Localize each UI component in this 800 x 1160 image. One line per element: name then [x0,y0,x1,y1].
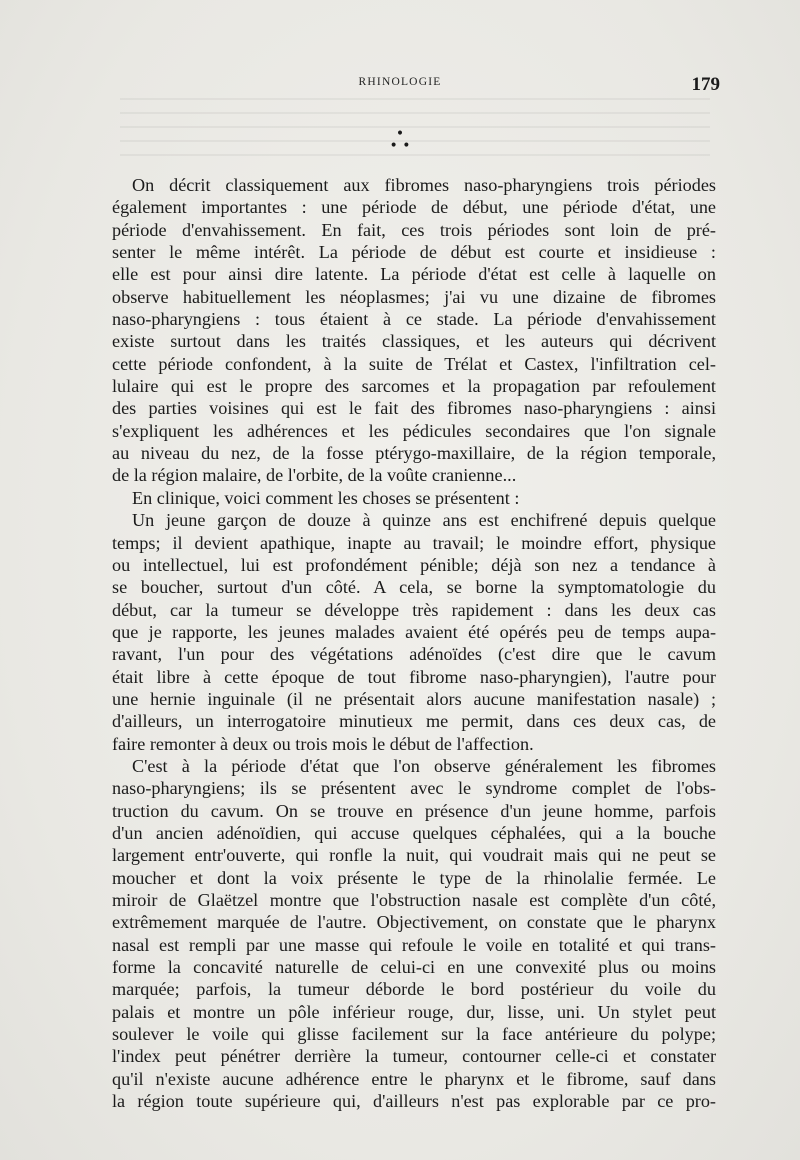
text-line: la région toute supérieure qui, d'ailleurs n'est pas explorable par ce pro- [112,1091,716,1112]
page-header [0,76,800,100]
text-line: période d'envahissement. En fait, ces trois périodes sont loin de pré- [112,219,716,240]
text-line: observe habituellement les néoplasmes; j'ai vu une dizaine de fibromes [112,286,716,307]
text-line: début, car la tumeur se développe très rapidement : dans les deux cas [112,599,716,620]
text-line: l'index peut pénétrer derrière la tumeur, contourner celle-ci et constater [112,1046,716,1067]
text-line: miroir de Glaëtzel montre que l'obstruction nasale est complète d'un côté, [112,890,716,910]
text-line: temps; il devient apathique, inapte au travail; le moindre effort, physique [112,532,716,553]
page-number: 179 [691,74,720,95]
paragraph [112,487,716,509]
text-line: elle est pour ainsi dire latente. La période d'état est celle à laquelle on [112,264,716,285]
text-line: qu'il n'existe aucune adhérence entre le pharynx et le fibrome, sauf dans [112,1068,716,1089]
text-line: Un jeune garçon de douze à quinze ans est enchifrené depuis quelque [132,510,716,531]
text-line: lulaire qui est le propre des sarcomes et la propagation par refoulement [112,376,716,397]
text-line: On décrit classiquement aux fibromes naso-pharyngiens trois périodes [132,175,716,195]
text-line: était libre à cette époque de tout fibrome naso-pharyngien), l'autre pour [112,666,716,687]
body-text [112,174,716,1112]
text-line: au niveau du nez, de la fosse ptérygo-maxillaire, de la région temporale, [112,443,716,464]
text-line: forme la concavité naturelle de celui-ci en une convexité plus ou moins [112,957,716,978]
text-line: d'ailleurs, un interrogatoire minutieux me permit, dans ces deux cas, de [112,711,716,732]
text-line: également importantes : une période de début, une période d'état, une [112,197,716,218]
text-line: existe surtout dans les traités classiques, et les auteurs qui décrivent [112,331,716,352]
section-ornament [0,128,800,152]
text-line: extrêmement marquée de l'autre. Objectivement, on constate que le pharynx [112,912,716,933]
ornament-top: • [395,126,405,142]
text-line: senter le même intérêt. La période de début est courte et insidieuse : [112,242,716,263]
paragraph [112,174,716,487]
text-line: nasal est rempli par une masse qui refoule le voile en totalité et qui trans- [112,934,716,955]
paragraph [112,755,716,1113]
text-line: naso-pharyngiens; ils se présentent avec le syndrome complet de l'obs- [112,778,716,799]
text-line: largement entr'ouverte, qui ronfle la nuit, qui voudrait mais qui ne peut se [112,845,716,866]
text-line: En clinique, voici comment les choses se présentent : [132,487,520,508]
text-line: d'un ancien adénoïdien, qui accuse quelques céphalées, qui a la bouche [112,822,716,843]
text-line: de la région malaire, de l'orbite, de la voûte cranienne... [112,465,517,486]
text-line: des parties voisines qui est le fait des fibromes naso-pharyngiens : ainsi [112,398,716,419]
text-line: ou intellectuel, lui est profondément pénible; déjà son nez a tendance à [112,554,716,575]
text-line: s'expliquent les adhérences et les pédicules secondaires que l'on signale [112,420,716,441]
running-title: RHINOLOGIE [358,76,442,88]
text-line: soulever le voile qui glisse facilement sur la face antérieure du polype; [112,1024,716,1045]
text-line: C'est à la période d'état que l'on observe généralement les fibromes [132,755,716,776]
text-line: que je rapporte, les jeunes malades avaient été opérés peu de temps aupa- [112,621,716,642]
text-line: cette période confondent, à la suite de Trélat et Castex, l'infiltration cel- [112,353,716,374]
text-line: marquée; parfois, la tumeur déborde le bord postérieur du voile du [112,979,716,1000]
text-line: moucher et dont la voix présente le type de la rhinolalie fermée. Le [112,867,716,888]
ornament-bottom: • • [389,138,411,154]
text-line: une hernie inguinale (il ne présentait alors aucune manifestation nasale) ; [112,688,716,709]
paragraph [112,509,716,755]
text-line: truction du cavum. On se trouve en présence d'un jeune homme, parfois [112,800,716,821]
text-line: palais et montre un pôle inférieur rouge, dur, lisse, uni. Un stylet peut [112,1001,716,1022]
text-line: ravant, l'un pour des végétations adénoïdes (c'est dire que le cavum [112,644,716,665]
text-line: se boucher, surtout d'un côté. A cela, se borne la symptomatologie du [112,577,716,598]
text-line: faire remonter à deux ou trois mois le début de l'affection. [112,733,534,754]
text-line: naso-pharyngiens : tous étaient à ce stade. La période d'envahissement [112,309,716,330]
